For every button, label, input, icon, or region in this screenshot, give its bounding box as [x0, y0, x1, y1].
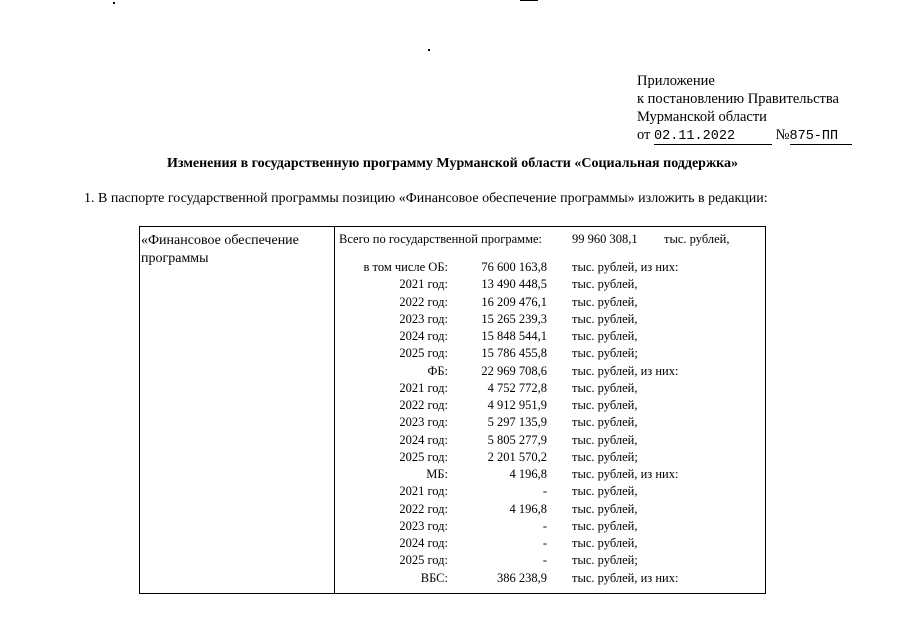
row-value: - [542, 536, 547, 550]
table-row [140, 346, 767, 363]
row-label: 2024 год: [399, 432, 448, 447]
row-unit: тыс. рублей, [572, 294, 638, 309]
table-row [140, 381, 767, 398]
table-row [140, 415, 767, 432]
row-label: 2023 год: [399, 518, 448, 533]
row-unit: тыс. рублей, [572, 484, 638, 499]
row-label: ФБ: [427, 363, 448, 378]
row-label: 2022 год: [399, 398, 448, 412]
table-row [140, 398, 767, 415]
row-label: МБ: [426, 467, 448, 481]
row-value: 13 490 448,5 [481, 277, 547, 292]
table-row [140, 433, 767, 450]
annex-line: к постановлению Правительства [637, 91, 839, 107]
financing-table [139, 226, 766, 594]
row-unit: тыс. рублей, из них: [572, 260, 679, 274]
annex-line: Приложение [637, 73, 715, 89]
row-unit: тыс. рублей, из них: [572, 363, 679, 378]
scan-speck [520, 0, 538, 1]
row-label: 2025 год: [399, 449, 448, 464]
row-value: 22 969 708,6 [481, 363, 547, 378]
row-label: 2021 год: [399, 380, 448, 395]
total-value: 99 960 308,1 [572, 232, 638, 246]
row-label: 2025 год: [399, 346, 448, 361]
table-row [140, 364, 767, 381]
table-row [140, 295, 767, 312]
row-label: в том числе ОБ: [363, 260, 448, 274]
row-unit: тыс. рублей; [572, 449, 638, 464]
row-value: 15 848 544,1 [481, 329, 547, 343]
total-unit: тыс. рублей, [664, 232, 730, 246]
row-value: 76 600 163,8 [481, 260, 547, 274]
row-label: 2024 год: [399, 536, 448, 550]
financing-rows [140, 260, 767, 588]
table-row [140, 571, 767, 588]
number-label: № [775, 127, 790, 143]
from-label: от [637, 127, 651, 143]
row-unit: тыс. рублей, из них: [572, 570, 679, 585]
row-value: - [542, 484, 547, 499]
row-value: 4 752 772,8 [487, 380, 547, 395]
row-label: 2022 год: [399, 294, 448, 309]
row-label: ВБС: [420, 570, 448, 585]
row-value: 15 786 455,8 [481, 346, 547, 361]
table-row [140, 450, 767, 467]
row-unit: тыс. рублей, из них: [572, 467, 679, 481]
row-label: 2025 год: [399, 553, 448, 568]
table-row [140, 260, 767, 277]
total-label: Всего по государственной программе: [339, 232, 543, 246]
table-row [140, 277, 767, 294]
row-unit: тыс. рублей, [572, 277, 638, 292]
row-unit: тыс. рублей, [572, 501, 638, 516]
row-label: 2023 год: [399, 311, 448, 326]
table-row [140, 502, 767, 519]
annex-header [637, 72, 852, 145]
row-value: 4 912 951,9 [487, 398, 547, 412]
table-row [140, 467, 767, 484]
row-unit: тыс. рублей, [572, 432, 638, 447]
table-row [140, 329, 767, 346]
row-label: 2021 год: [399, 277, 448, 292]
row-unit: тыс. рублей, [572, 380, 638, 395]
row-unit: тыс. рублей, [572, 398, 638, 412]
resolution-date: 02.11.2022 [654, 130, 772, 145]
table-row [140, 484, 767, 501]
row-value: - [542, 553, 547, 568]
scan-speck [428, 49, 430, 51]
row-value: 15 265 239,3 [481, 311, 547, 326]
row-value: 4 196,8 [509, 467, 547, 481]
table-row [140, 312, 767, 329]
resolution-number: 875-ПП [790, 130, 852, 145]
row-unit: тыс. рублей; [572, 346, 638, 361]
row-value: - [542, 518, 547, 533]
row-value: 5 297 135,9 [487, 415, 547, 430]
row-unit: тыс. рублей; [572, 553, 638, 568]
row-label: 2021 год: [399, 484, 448, 499]
scan-speck [113, 2, 115, 4]
row-value: 16 209 476,1 [481, 294, 547, 309]
row-unit: тыс. рублей, [572, 311, 638, 326]
row-label: 2023 год: [399, 415, 448, 430]
row-value: 5 805 277,9 [487, 432, 547, 447]
position-label: «Финансовое обеспечение программы [141, 233, 299, 266]
table-row [140, 536, 767, 553]
annex-date-line [637, 126, 852, 145]
document-title: Изменения в государственную программу Мурманской области «Социальная поддержка» [167, 156, 738, 171]
row-label: 2024 год: [399, 329, 448, 343]
table-row [140, 519, 767, 536]
row-unit: тыс. рублей, [572, 536, 638, 550]
row-unit: тыс. рублей, [572, 518, 638, 533]
row-value: 4 196,8 [509, 501, 547, 516]
annex-line: Мурманской области [637, 109, 767, 125]
table-row [140, 553, 767, 570]
row-value: 386 238,9 [497, 570, 547, 585]
paragraph-1: 1. В паспорте государственной программы позицию «Финансовое обеспечение программы» изложить в редакции: [84, 191, 768, 206]
row-label: 2022 год: [399, 501, 448, 516]
row-unit: тыс. рублей, [572, 415, 638, 430]
row-unit: тыс. рублей, [572, 329, 638, 343]
row-value: 2 201 570,2 [487, 449, 547, 464]
